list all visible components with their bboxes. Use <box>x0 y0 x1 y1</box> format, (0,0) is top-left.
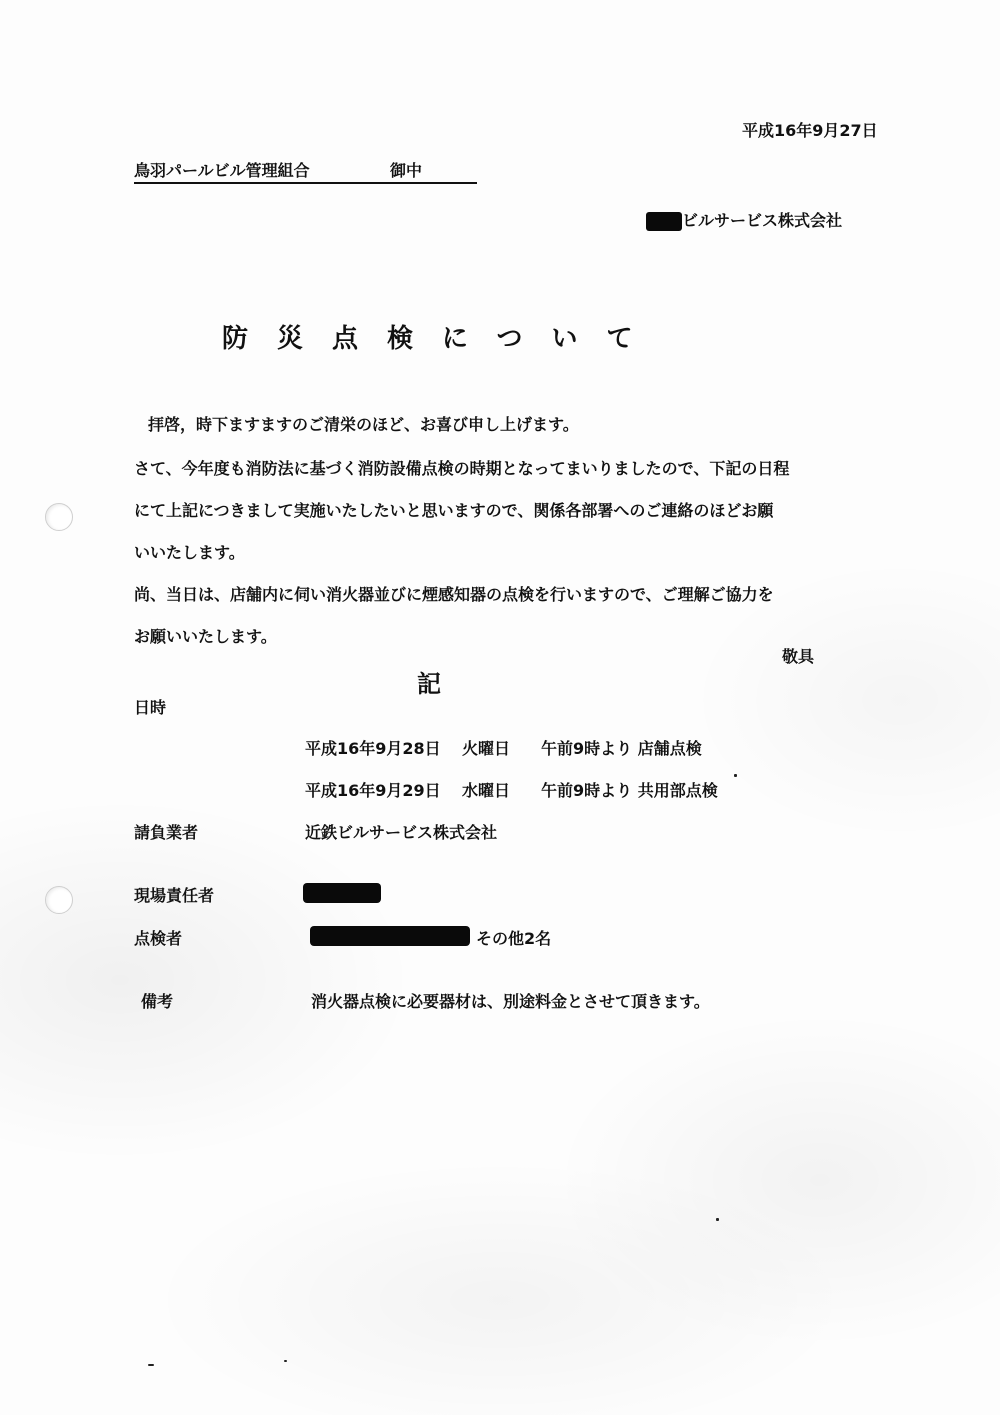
scan-speck <box>734 774 737 777</box>
sender-redaction <box>646 212 682 231</box>
manager-label: 現場責任者 <box>134 886 215 905</box>
body-line-4: 尚、当日は、店舗内に伺い消火器並びに煙感知器の点検を行いますので、ご理解ご協力を <box>134 585 774 604</box>
sender-name: ビルサービス株式会社 <box>682 211 843 230</box>
schedule-weekday-2: 水曜日 <box>462 781 511 800</box>
schedule-date-1: 平成16年9月28日 <box>305 739 441 758</box>
contractor-label: 請負業者 <box>134 823 199 842</box>
closing-keigu: 敬具 <box>782 647 815 666</box>
body-line-5: お願いいたします。 <box>134 627 277 646</box>
punch-hole-top <box>45 503 73 531</box>
inspector-redaction <box>310 926 470 946</box>
recipient-line <box>134 158 477 184</box>
datetime-label: 日時 <box>134 698 167 717</box>
sender-company <box>646 208 842 231</box>
inspector-label: 点検者 <box>134 929 183 948</box>
schedule-task-2: 午前9時より 共用部点検 <box>541 781 718 800</box>
recipient-honorific: 御中 <box>390 161 423 180</box>
contractor-name: 近鉄ビルサービス株式会社 <box>305 823 498 842</box>
scan-speck <box>716 1218 719 1221</box>
letter-date: 平成16年9月27日 <box>742 121 878 140</box>
remarks-label: 備考 <box>141 992 174 1011</box>
remarks-text: 消火器点検に必要器材は、別途料金とさせて頂きます。 <box>311 992 710 1011</box>
body-line-3: いいたします。 <box>134 543 245 562</box>
recipient-name: 鳥羽パールビル管理組合 <box>134 161 310 180</box>
inspector-suffix: その他2名 <box>476 929 552 948</box>
body-line-1: さて、今年度も消防法に基づく消防設備点検の時期となってまいりましたので、下記の日程 <box>134 459 790 478</box>
scan-speck <box>284 1360 287 1362</box>
schedule-weekday-1: 火曜日 <box>462 739 511 758</box>
punch-hole-bottom <box>45 886 73 914</box>
manager-redaction <box>303 883 381 903</box>
ki-heading: 記 <box>417 670 441 698</box>
body-line-2: にて上記につきまして実施いたしたいと思いますので、関係各部署へのご連絡のほどお願 <box>134 501 774 520</box>
greeting-text: 拝啓，時下ますますのご清栄のほど、お喜び申し上げます。 <box>148 415 579 434</box>
page-title: 防災点検について <box>222 324 662 354</box>
schedule-task-1: 午前9時より 店舗点検 <box>541 739 702 758</box>
schedule-date-2: 平成16年9月29日 <box>305 781 441 800</box>
scan-speck <box>148 1364 154 1366</box>
